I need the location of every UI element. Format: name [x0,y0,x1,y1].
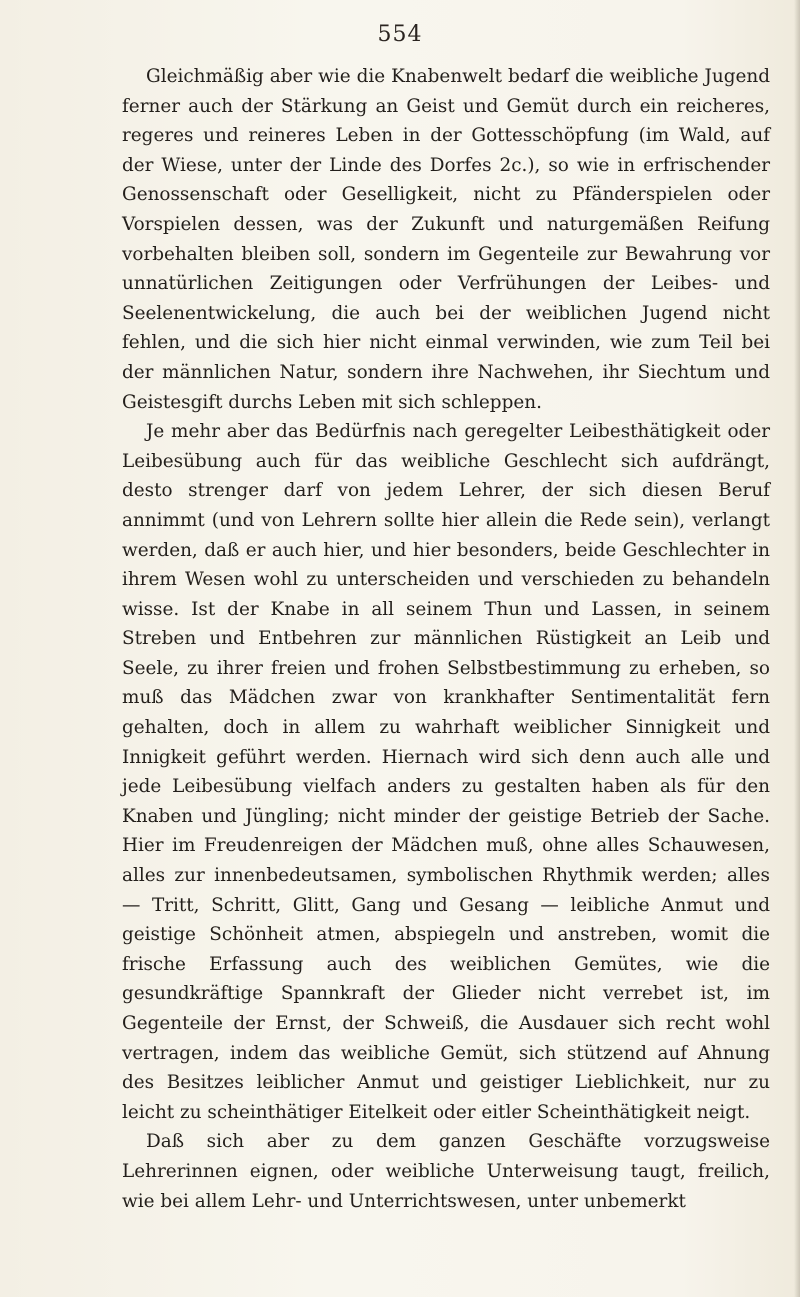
paragraph-2: Je mehr aber das Bedürfnis nach geregelter Leibesthätigkeit oder Leibesübung auch für das weibliche Geschlecht sich aufdrängt, desto strenger darf von jedem Lehrer, der sich diesen Beruf annimmt (und von Lehrern sollte hier allein die Rede sein), verlangt werden, daß er auch hier, und hier besonders, beide Geschlechter in ihrem Wesen wohl zu unterscheiden und verschieden zu behandeln wisse. Ist der Knabe in all seinem Thun und Lassen, in seinem Streben und Entbehren zur männlichen Rüstigkeit an Leib und Seele, zu ihrer freien und frohen Selbstbestimmung zu erheben, so muß das Mädchen zwar von krankhafter Sentimentalität fern gehalten, doch in allem zu wahrhaft weiblicher Sinnigkeit und Innigkeit geführt werden. Hiernach wird sich denn auch alle und jede Leibesübung vielfach anders zu gestalten haben als für den Knaben und Jüngling; nicht minder der geistige Betrieb der Sache. Hier im Freudenreigen der Mädchen muß, ohne alles Schauwesen, alles zur innenbedeutsamen, symbolischen Rhythmik werden; alles — Tritt, Schritt, Glitt, Gang und Gesang — leibliche Anmut und geistige Schönheit atmen, abspiegeln und anstreben, womit die frische Erfassung auch des weiblichen Gemütes, wie die gesundkräftige Spannkraft der Glieder nicht verrebet ist, im Gegenteile der Ernst, der Schweiß, die Ausdauer sich recht wohl vertragen, indem das weibliche Gemüt, sich stützend auf Ahnung des Besitzes leiblicher Anmut und geistiger Lieblichkeit, nur zu leicht zu scheinthätiger Eitelkeit oder eitler Scheinthätigkeit neigt. [122,421,770,1123]
paragraph-1: Gleichmäßig aber wie die Knabenwelt bedarf die weibliche Jugend ferner auch der Stärkung an Geist und Gemüt durch ein reicheres, regeres und reineres Leben in der Gottesschöpfung (im Wald, auf der Wiese, unter der Linde des Dorfes 2c.), so wie in erfrischender Genossenschaft oder Geselligkeit, nicht zu Pfänderspielen oder Vorspielen dessen, was der Zukunft und naturgemäßen Reifung vorbehalten bleiben soll, sondern im Gegenteile zur Bewahrung vor unnatürlichen Zeitigungen oder Verfrühungen der Leibes- und Seelenentwickelung, die auch bei der weiblichen Jugend nicht fehlen, und die sich hier nicht einmal verwinden, wie zum Teil bei der männlichen Natur, sondern ihre Nachwehen, ihr Siechtum und Geistesgift durchs Leben mit sich schleppen. [122,66,770,413]
body-text [122,62,770,1216]
page-number: 554 [377,22,423,47]
paragraph-3: Daß sich aber zu dem ganzen Geschäfte vorzugsweise Lehrerinnen eignen, oder weibliche Unterweisung taugt, freilich, wie bei allem Lehr- und Unterrichtswesen, unter unbemerkt [122,1131,770,1212]
page-edge-shadow [794,0,800,1297]
